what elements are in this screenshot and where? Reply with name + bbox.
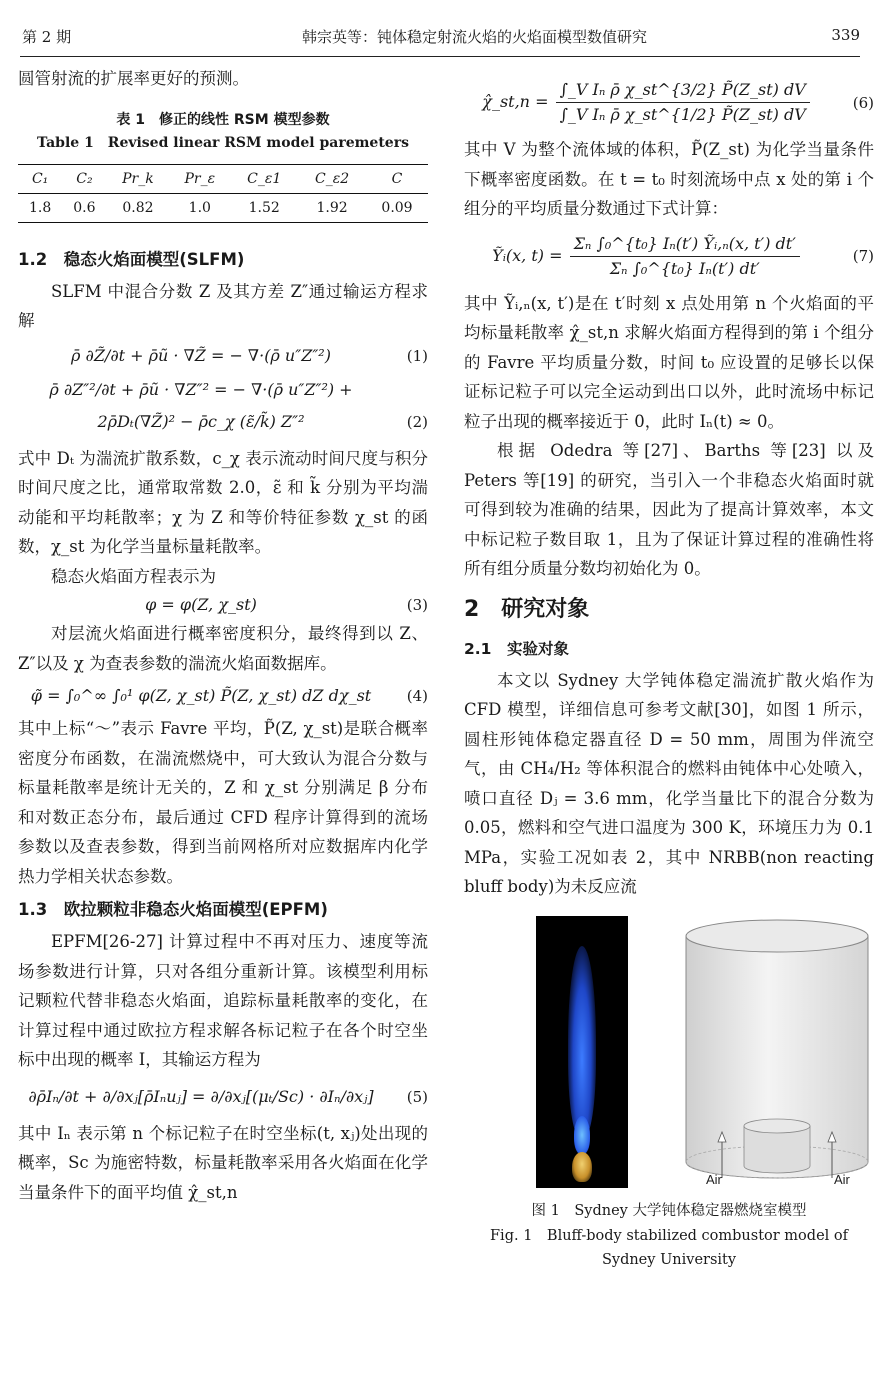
page-header xyxy=(22,26,860,56)
equation-2-line-2 xyxy=(18,410,428,434)
figure-1 xyxy=(464,916,874,1188)
figure-caption-cn: 图 1 Sydney 大学钝体稳定器燃烧室模型 xyxy=(531,1202,807,1219)
fraction-denominator: Σₙ ∫₀^{t₀} Iₙ(t′) dt′ xyxy=(609,258,760,278)
table-header-cell: C xyxy=(391,170,403,187)
table-header-cell: C₂ xyxy=(76,170,93,187)
equation-body: 2ρ̄Dₜ(∇Z̃)² − ρ̄c_χ (ε̃/k̃) Z″² xyxy=(97,411,305,431)
table-cell: 0.09 xyxy=(381,199,413,216)
equation-number: (2) xyxy=(406,412,428,431)
table-caption-en: Table 1 Revised linear RSM model paremeters xyxy=(37,134,409,151)
figure-caption-en-line-1: Fig. 1 Bluff-body stabilized combustor model of xyxy=(490,1227,848,1244)
running-title: 韩宗英等：钝体稳定射流火焰的火焰面模型数值研究 xyxy=(302,28,648,46)
flame-base xyxy=(574,1116,590,1154)
left-column xyxy=(18,64,428,1207)
fraction-numerator: ∫_V Iₙ ρ̄ χ_st^{3/2} P̃(Z_st) dV xyxy=(556,78,810,103)
table-header-cell: Pr_ε xyxy=(184,170,216,187)
paragraph-dt: 式中 Dₜ 为湍流扩散系数，c_χ 表示流动时间尺度与积分时间尺度之比，通常取常数 2.0，ε̃ 和 k̃ 分别为平均湍动能和平均耗散率；χ 为 Z 和等价特征参数 χ_st 的函数，χ_st 为化学当量标量耗散率。 xyxy=(18,448,428,556)
outer-cylinder-top xyxy=(686,920,868,952)
equation-1 xyxy=(18,344,428,368)
right-column xyxy=(464,78,874,1272)
table-header-cell: C_ε2 xyxy=(314,170,350,187)
issue-number: 第 2 期 xyxy=(22,28,72,46)
combustor-model-diagram xyxy=(682,916,872,1188)
paragraph-yin: 其中 Ỹᵢ,ₙ(x, t′)是在 t′时刻 x 点处用第 n 个火焰面的平均标量耗散率 χ̂_st,n 求解火焰面方程得到的第 i 个组分的 Favre 平均质量分数，时间 t₀ 应设置的足够长以保证标记粒子可以完全运动到出口以外，此时流场中标记粒子出现的概率接近于 0，此时 Iₙ(t) ≈ 0。 xyxy=(464,293,874,431)
paragraph-steady: 稳态火焰面方程表示为 xyxy=(51,566,216,586)
table-cell: 1.8 xyxy=(29,199,52,216)
table-cell: 0.82 xyxy=(122,199,154,216)
section-heading-2: 2 研究对象 xyxy=(464,596,590,622)
equation-lhs: χ̂_st,n = xyxy=(482,92,549,111)
section-heading-2-1: 2.1 实验对象 xyxy=(464,639,569,658)
equation-number: (1) xyxy=(406,346,428,365)
air-label-left: Air xyxy=(706,1171,722,1187)
section-heading-1-3: 1.3 欧拉颗粒非稳态火焰面模型(EPFM) xyxy=(18,900,328,919)
equation-fraction xyxy=(570,232,800,281)
equation-body: ∂ρ̄Iₙ/∂t + ∂/∂xⱼ[ρ̄Iₙuⱼ] = ∂/∂xⱼ[(μₜ/Sc) · ∂Iₙ/∂xⱼ] xyxy=(28,1086,374,1106)
equation-4 xyxy=(18,684,428,708)
table-row xyxy=(18,193,428,222)
flame-core xyxy=(572,1152,592,1182)
flame-photo xyxy=(536,916,628,1188)
equation-5 xyxy=(18,1085,428,1109)
equation-lhs: Ỹᵢ(x, t) = xyxy=(492,245,563,265)
equation-2-line-1 xyxy=(18,378,428,402)
paragraph-sydney: 本文以 Sydney 大学钝体稳定湍流扩散火焰作为 CFD 模型，详细信息可参考文献[30]，如图 1 所示，圆柱形钝体稳定器直径 D = 50 mm，周围为伴流空气，由 CH₄/H₂ 等体积混合的燃料由钝体中心处喷入，喷口直径 Dⱼ = 3.6 mm，化学当量比下的混合分数为 0.05，燃料和空气进口温度为 300 K，环境压力为 0.1 MPa，实验工况如表 2，其中 NRBB(non reacting bluff body)为未反应流 xyxy=(464,670,874,896)
table-header-cell: C₁ xyxy=(31,170,49,187)
equation-number: (5) xyxy=(406,1087,428,1106)
equation-body: ρ̄ ∂Z̃/∂t + ρ̄ũ · ∇Z̃ = − ∇·(ρ̄ u″Z″²) xyxy=(71,345,331,365)
paragraph-favre: 其中上标“～”表示 Favre 平均，P̃(Z, χ_st)是联合概率密度分布函数，在湍流燃烧中，可大致认为混合分数与标量耗散率是统计无关的，Z 和 χ_st 分别满足 β 分布和对数正态分布，最后通过 CFD 程序计算得到的流场参数以及查表参数，得到当前网格所对应数据库内化学热力学相关状态参数。 xyxy=(18,719,428,886)
equation-3 xyxy=(18,593,428,617)
rsm-parameter-table xyxy=(18,164,428,223)
equation-fraction xyxy=(556,78,810,127)
equation-number: (4) xyxy=(406,687,428,705)
fraction-numerator: Σₙ ∫₀^{t₀} Iₙ(t′) Ỹᵢ,ₙ(x, t′) dt′ xyxy=(570,232,800,257)
paragraph-odedra: 根据 Odedra 等[27]、Barths 等[23] 以及 Peters 等[19] 的研究，当引入一个非稳态火焰面时就可得到较为准确的结果，因此为了提高计算效率，本文中标记粒子数目取 1，且为了保证计算过程的准确性将所有组分质量分数均初始化为 0。 xyxy=(464,441,874,578)
page-number: 339 xyxy=(831,26,860,44)
paragraph-v: 其中 V 为整个流体域的体积，P̃(Z_st) 为化学当量条件下概率密度函数。在 t = t₀ 时刻流场中点 x 处的第 i 个组分的平均质量分数通过下式计算： xyxy=(464,140,874,218)
paragraph-in: 其中 Iₙ 表示第 n 个标记粒子在时空坐标(t, xⱼ)处出现的概率，Sc 为施密特数，标量耗散率采用各火焰面在化学当量条件下的面平均值 χ̂_st,n xyxy=(18,1123,428,1202)
table-header-cell: C_ε1 xyxy=(247,170,282,187)
equation-body: φ̃ = ∫₀^∞ ∫₀¹ φ(Z, χ_st) P̃(Z, χ_st) dZ dχ_st xyxy=(30,686,372,705)
equation-6 xyxy=(464,78,874,127)
table-caption-cn: 表 1 修正的线性 RSM 模型参数 xyxy=(116,111,330,128)
paragraph-epfm: EPFM[26-27] 计算过程中不再对压力、速度等流场参数进行计算，只对各组分重新计算。该模型利用标记颗粒代替非稳态火焰面，追踪标量耗散率的变化，在计算过程中通过欧拉方程求解各标记粒子在各个时空坐标中出现的概率 I，其输运方程为 xyxy=(18,932,428,1069)
fraction-denominator: ∫_V Iₙ ρ̄ χ_st^{1/2} P̃(Z_st) dV xyxy=(559,105,806,124)
equation-body: φ = φ(Z, χ_st) xyxy=(145,595,257,614)
paragraph-pdf: 对层流火焰面进行概率密度积分，最终得到以 Z、Z″以及 χ 为查表参数的湍流火焰面数据库。 xyxy=(18,624,428,673)
section-heading-1-2: 1.2 稳态火焰面模型(SLFM) xyxy=(18,249,245,269)
air-label-right: Air xyxy=(834,1171,850,1187)
equation-number: (3) xyxy=(406,596,428,614)
equation-body: ρ̄ ∂Z″²/∂t + ρ̄ũ · ∇Z″² = − ∇·(ρ̄ u″Z″²) + xyxy=(49,379,353,399)
table-header-cell: Pr_k xyxy=(122,170,154,187)
table-cell: 1.0 xyxy=(188,199,211,216)
flame-jet xyxy=(568,946,596,1136)
paragraph-intro: 圆管射流的扩展率更好的预测。 xyxy=(18,69,249,88)
table-header-row xyxy=(18,164,428,193)
table-cell: 1.92 xyxy=(316,199,348,216)
equation-7 xyxy=(464,232,874,281)
figure-caption-en-line-2: Sydney University xyxy=(601,1251,737,1268)
equation-number: (6) xyxy=(852,93,874,112)
table-cell: 1.52 xyxy=(248,199,280,216)
paragraph-slfm: SLFM 中混合分数 Z 及其方差 Z″通过输运方程求解 xyxy=(18,281,428,330)
equation-number: (7) xyxy=(852,247,874,265)
table-cell: 0.6 xyxy=(73,199,96,216)
header-rule xyxy=(20,56,860,57)
